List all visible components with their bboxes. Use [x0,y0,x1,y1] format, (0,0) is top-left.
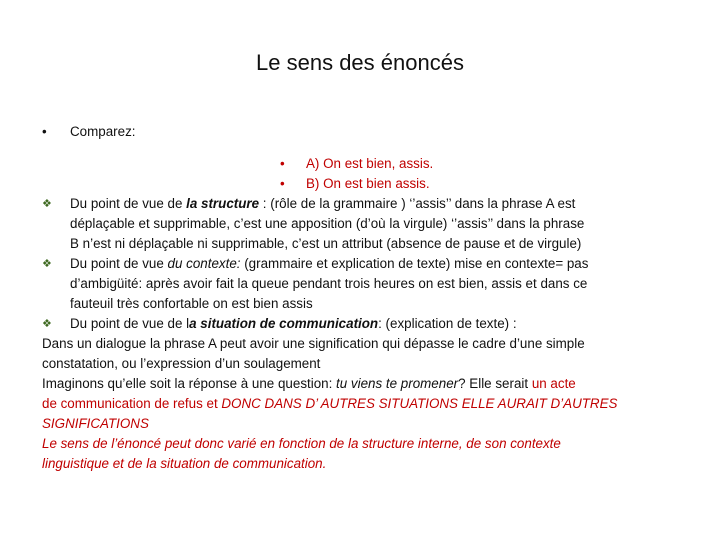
imagine-line-2: de communication de refus et DONC DANS D’ AUTRES SITUATIONS ELLE AURAIT D’AUTRES [42,396,618,411]
context-line-3: fauteuil très confortable on est bien assis [70,296,313,311]
compare-line [42,122,682,142]
diamond-bullet-icon: ❖ [42,258,52,270]
context-point: ❖ Du point de vue du contexte: (grammaire et explication de texte) mise en contexte= pas [42,254,682,274]
context-line-2: d’ambigüité: après avoir fait la queue pendant trois heures on est bien, assis et dans ce [70,276,588,291]
page-title: Le sens des énoncés [256,50,464,75]
conclusion-line-1: Le sens de l’énoncé peut donc varié en fonction de la structure interne, de son contexte [42,436,561,451]
imagine-line-3: SIGNIFICATIONS [42,416,149,431]
slide-body [42,122,682,474]
diamond-bullet-icon: ❖ [42,198,52,210]
bullet: • [42,124,47,139]
structure-point: ❖ Du point de vue de la structure : (rôle de la grammaire ) ‘’assis’’ dans la phrase A est [42,194,682,214]
sentence-b: • B) On est bien assis. [42,174,682,194]
structure-line-2: déplaçable et supprimable, c’est une apposition (d’où la virgule) ‘’assis’’ dans la phrase [70,216,585,231]
dialogue-line-2: constatation, ou l’expression d’un soulagement [42,356,321,371]
sentence-a: • A) On est bien, assis. [42,154,682,174]
compare-label: Comparez: [70,124,136,139]
structure-line-3: B n’est ni déplaçable ni supprimable, c’est un attribut (absence de pause et de virgule) [70,236,582,251]
bullet: • [280,176,285,191]
conclusion-line-2: linguistique et de la situation de communication. [42,456,327,471]
bullet: • [280,156,285,171]
situation-point: ❖ Du point de vue de la situation de communication: (explication de texte) : [42,314,682,334]
diamond-bullet-icon: ❖ [42,318,52,330]
dialogue-line-1: Dans un dialogue la phrase A peut avoir une signification qui dépasse le cadre d’une simple [42,336,585,351]
imagine-line-1: Imaginons qu’elle soit la réponse à une question: tu viens te promener? Elle serait un acte [42,376,576,391]
